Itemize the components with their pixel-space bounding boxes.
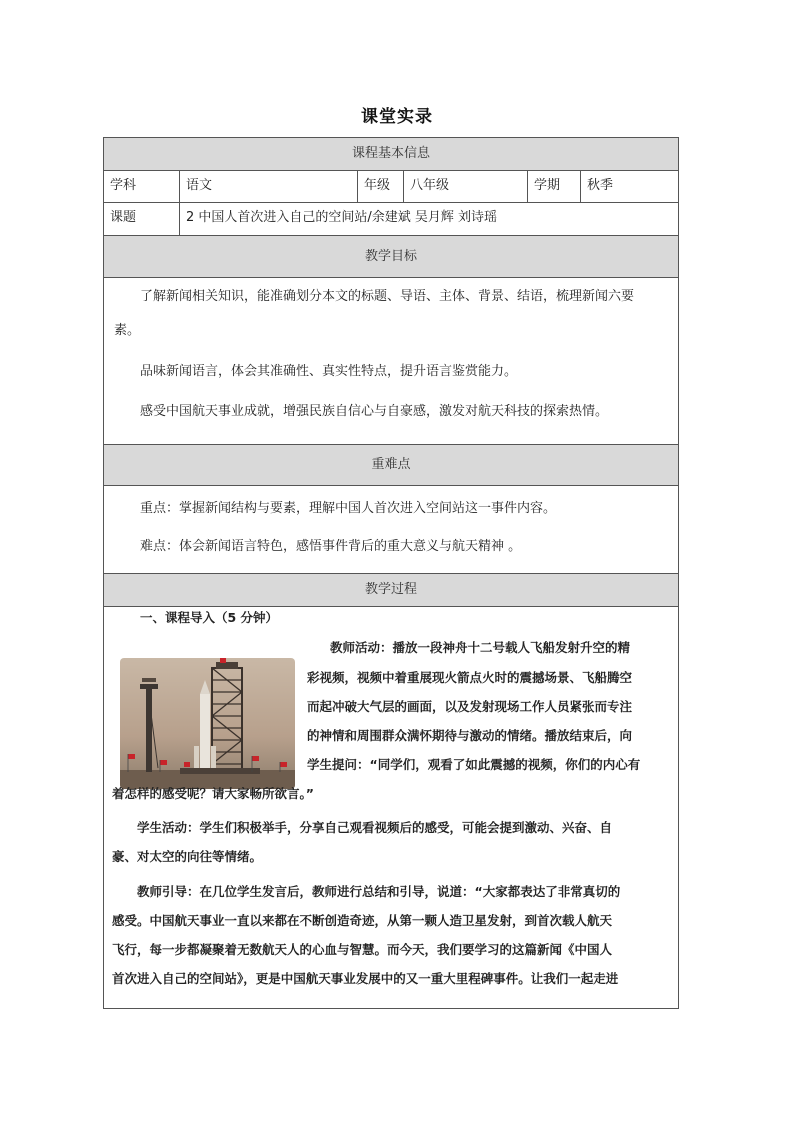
student-activity-line-1: 学生活动：学生们积极举手，分享自己观看视频后的感受，可能会提到激动、兴奋、自: [112, 820, 613, 835]
teacher-activity-line-4: 的神情和周围群众满怀期待与激动的情绪。播放结束后，向: [307, 728, 633, 743]
teacher-guide-line-2: 感受。中国航天事业一直以来都在不断创造奇迹，从第一颗人造卫星发射，到首次载人航天: [112, 913, 613, 928]
section-title-keypoints: 重难点: [371, 457, 411, 472]
grade-label: 年级: [358, 171, 404, 202]
keypoint-difficult-text: 难点：体会新闻语言特色，感悟事件背后的重大意义与航天精神 。: [140, 539, 522, 554]
process-heading: 一、课程导入（5 分钟）: [140, 610, 279, 625]
goal-text-1: 了解新闻相关知识，能准确划分本文的标题、导语、主体、背景、结语，梳理新闻六要: [140, 289, 635, 304]
goal-text-3: 感受中国航天事业成就，增强民族自信心与自豪感，激发对航天科技的探索热情。: [140, 404, 609, 419]
subject-value: 语文: [180, 171, 358, 202]
teacher-guide-line-1: 教师引导：在几位学生发言后，教师进行总结和引导，说道：“大家都表达了非常真切的: [112, 884, 621, 899]
section-header-basic-info: [104, 138, 678, 171]
rocket-launch-image-icon: [120, 658, 295, 789]
teacher-activity-line-2: 彩视频，视频中着重展现火箭点火时的震撼场景、飞船腾空: [307, 670, 633, 685]
rocket-launch-photo: [120, 658, 295, 789]
student-activity-line-2: 豪、对太空的向往等情绪。: [112, 849, 263, 864]
section-title-process: 教学过程: [364, 582, 417, 597]
goals-content: [104, 278, 678, 445]
topic-label: 课题: [104, 203, 180, 235]
goal-item-2: [114, 357, 670, 386]
document-title: 课堂实录: [361, 107, 433, 127]
keypoint-important-text: 重点：掌握新闻结构与要素，理解中国人首次进入空间站这一事件内容。: [140, 501, 557, 516]
process-content: [104, 607, 678, 1009]
section-header-keypoints: [104, 445, 678, 486]
grade-value: 八年级: [404, 171, 528, 202]
goal-item-1-cont: 素。: [114, 323, 141, 338]
section-title-basic-info: 课程基本信息: [351, 146, 430, 161]
teacher-guide-line-4: 首次进入自己的空间站》，更是中国航天事业发展中的又一重大里程碑事件。让我们一起走进: [112, 971, 619, 986]
teacher-activity-line-5: 学生提问：“同学们，观看了如此震撼的视频，你们的内心有: [307, 757, 641, 772]
term-value: 秋季: [587, 178, 614, 193]
keypoint-important: [114, 494, 670, 523]
term-label: 学期: [528, 171, 581, 202]
teacher-guide-line-3: 飞行，每一步都凝聚着无数航天人的心血与智慧。而今天，我们要学习的这篇新闻《中国人: [112, 942, 613, 957]
section-header-goals: [104, 236, 678, 278]
teacher-activity-line-3: 而起冲破大气层的画面，以及发射现场工作人员紧张而专注: [307, 699, 633, 714]
teacher-activity-line-1: 教师活动：播放一段神舟十二号载人飞船发射升空的精: [330, 640, 631, 655]
goal-text-2: 品味新闻语言，体会其准确性、真实性特点，提升语言鉴赏能力。: [140, 364, 518, 379]
topic-value: 2 中国人首次进入自己的空间站/余建斌 吴月辉 刘诗瑶: [186, 210, 498, 225]
info-row-topic: [104, 203, 678, 236]
goal-item-1: [114, 282, 670, 311]
subject-label: 学科: [104, 171, 180, 202]
keypoints-content: [104, 486, 678, 574]
info-row-subject: [104, 171, 678, 203]
section-title-goals: 教学目标: [364, 249, 417, 264]
goal-item-3: [114, 397, 670, 426]
process-line-6: 着怎样的感受呢？请大家畅所欲言。”: [112, 786, 314, 801]
lesson-table: [103, 137, 679, 1009]
keypoint-difficult: [114, 532, 670, 561]
